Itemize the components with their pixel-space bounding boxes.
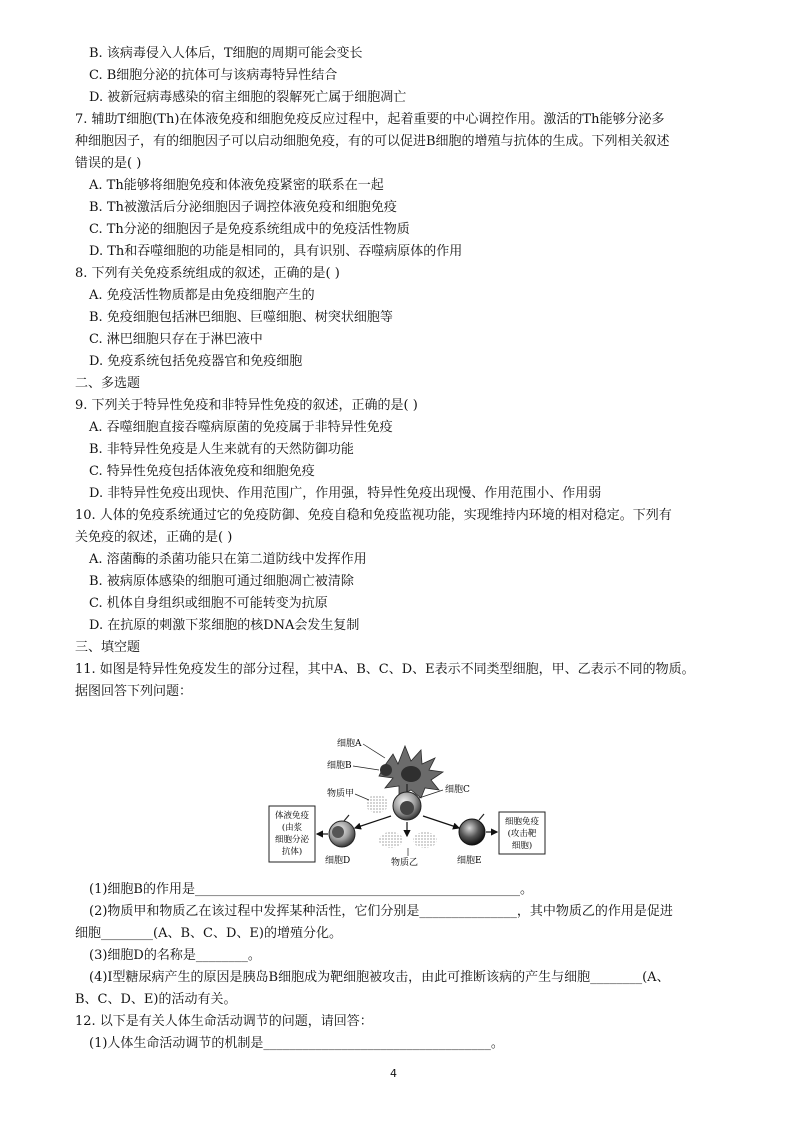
q11-part4-line1: (4)Ⅰ型糖尿病产生的原因是胰岛B细胞成为靶细胞被攻击，由此可推断该病的产生与细胞________(A、	[89, 970, 670, 985]
arrow-c-to-e	[423, 816, 459, 828]
q10-stem-line2: 关免疫的叙述，正确的是( )	[75, 530, 233, 545]
q8-option-a: A. 免疫活性物质都是由免疫细胞产生的	[89, 288, 315, 303]
q12-part1: (1)人体生命活动调节的机制是___________________________________。	[89, 1036, 504, 1051]
humoral-box-line4: 抗体)	[281, 847, 303, 857]
q7-stem-line2: 种细胞因子，有的细胞因子可以启动细胞免疫，有的可以促进B细胞的增殖与抗体的生成。下列相关叙述	[75, 134, 670, 149]
cell-e	[459, 814, 485, 845]
q9-option-c: C. 特异性免疫包括体液免疫和细胞免疫	[89, 464, 315, 479]
q11-part2-line2: 细胞________(A、B、C、D、E)的增殖分化。	[75, 926, 342, 941]
q11-part4-line2: B、C、D、E)的活动有关。	[75, 992, 237, 1007]
q11-stem-line1: 11. 如图是特异性免疫发生的部分过程，其中A、B、C、D、E表示不同类型细胞，甲、乙表示不同的物质。	[75, 662, 695, 677]
substance-yi-cloud-right	[413, 832, 437, 848]
q6-option-b: B. 该病毒侵入人体后，T细胞的周期可能会变长	[89, 46, 363, 61]
q8-option-d: D. 免疫系统包括免疫器官和免疫细胞	[89, 354, 303, 369]
q9-option-b: B. 非特异性免疫是人生来就有的天然防御功能	[89, 442, 354, 457]
q10-option-b: B. 被病原体感染的细胞可通过细胞凋亡被清除	[89, 574, 354, 589]
q9-stem: 9. 下列关于特异性免疫和非特异性免疫的叙述，正确的是( )	[75, 398, 418, 413]
humoral-box-line2: (由浆	[281, 823, 303, 833]
label-substance-jia: 物质甲	[327, 789, 355, 799]
label-substance-yi: 物质乙	[391, 858, 419, 868]
label-cell-b: 细胞B	[327, 761, 352, 771]
cellular-box-line2: (攻击靶	[507, 829, 537, 839]
q9-option-d: D. 非特异性免疫出现快、作用范围广，作用强，特异性免疫出现慢、作用范围小、作用弱	[89, 486, 602, 501]
q7-option-d: D. Th和吞噬细胞的功能是相同的，具有识别、吞噬病原体的作用	[89, 244, 463, 259]
q7-stem-line1: 7. 辅助T细胞(Th)在体液免疫和细胞免疫反应过程中，起着重要的中心调控作用。激活的Th能够分泌多	[75, 112, 665, 127]
immune-process-figure	[265, 736, 555, 871]
q8-option-c: C. 淋巴细胞只存在于淋巴液中	[89, 332, 263, 347]
q7-option-c: C. Th分泌的细胞因子是免疫系统组成中的免疫活性物质	[89, 222, 410, 237]
label-cell-a: 细胞A	[337, 739, 362, 749]
label-cell-c: 细胞C	[445, 785, 470, 795]
leader-cell-a	[363, 744, 385, 758]
humoral-box-line1: 体液免疫	[274, 811, 310, 821]
leader-cell-b	[353, 766, 379, 770]
q11-part3: (3)细胞D的名称是________。	[89, 948, 261, 963]
q7-stem-line3: 错误的是( )	[75, 156, 142, 171]
q6-option-d: D. 被新冠病毒感染的宿主细胞的裂解死亡属于细胞凋亡	[89, 90, 407, 105]
q9-option-a: A. 吞噬细胞直接吞噬病原菌的免疫属于非特异性免疫	[89, 420, 393, 435]
substance-jia-cloud	[366, 795, 388, 813]
section-fill-blank: 三、填空题	[75, 640, 141, 655]
cellular-box-line3: 细胞)	[511, 841, 533, 851]
q8-stem: 8. 下列有关免疫系统组成的叙述，正确的是( )	[75, 266, 340, 281]
q12-stem: 12. 以下是有关人体生命活动调节的问题，请回答：	[75, 1014, 373, 1029]
substance-yi-cloud-left	[379, 832, 403, 848]
q10-option-a: A. 溶菌酶的杀菌功能只在第二道防线中发挥作用	[89, 552, 367, 567]
q11-part1: (1)细胞B的作用是__________________________________________________。	[89, 882, 533, 897]
section-multi-choice: 二、多选题	[75, 376, 141, 391]
cellular-box-line1: 细胞免疫	[504, 817, 540, 827]
q10-option-c: C. 机体自身组织或细胞不可能转变为抗原	[89, 596, 328, 611]
q11-part2-line1: (2)物质甲和物质乙在该过程中发挥某种活性，它们分别是_______________，其中物质乙的作用是促进	[89, 904, 673, 919]
q11-stem-line2: 据图回答下列问题：	[75, 684, 193, 699]
q8-option-b: B. 免疫细胞包括淋巴细胞、巨噬细胞、树突状细胞等	[89, 310, 393, 325]
humoral-box-line3: 细胞分泌	[274, 835, 310, 845]
page-number: 4	[390, 1067, 397, 1080]
q7-option-b: B. Th被激活后分泌细胞因子调控体液免疫和细胞免疫	[89, 200, 397, 215]
label-cell-e: 细胞E	[457, 856, 482, 866]
cell-b	[380, 764, 392, 776]
q10-stem-line1: 10. 人体的免疫系统通过它的免疫防御、免疫自稳和免疫监视功能，实现维持内环境的相对稳定。下列有	[75, 508, 672, 523]
leader-substance-jia	[355, 794, 369, 800]
q6-option-c: C. B细胞分泌的抗体可与该病毒特异性结合	[89, 68, 338, 83]
arrow-c-to-d	[355, 816, 391, 828]
cell-d	[329, 815, 355, 847]
label-cell-d: 细胞D	[325, 856, 351, 866]
q10-option-d: D. 在抗原的刺激下浆细胞的核DNA会发生复制	[89, 618, 360, 633]
q7-option-a: A. Th能够将细胞免疫和体液免疫紧密的联系在一起	[89, 178, 384, 193]
